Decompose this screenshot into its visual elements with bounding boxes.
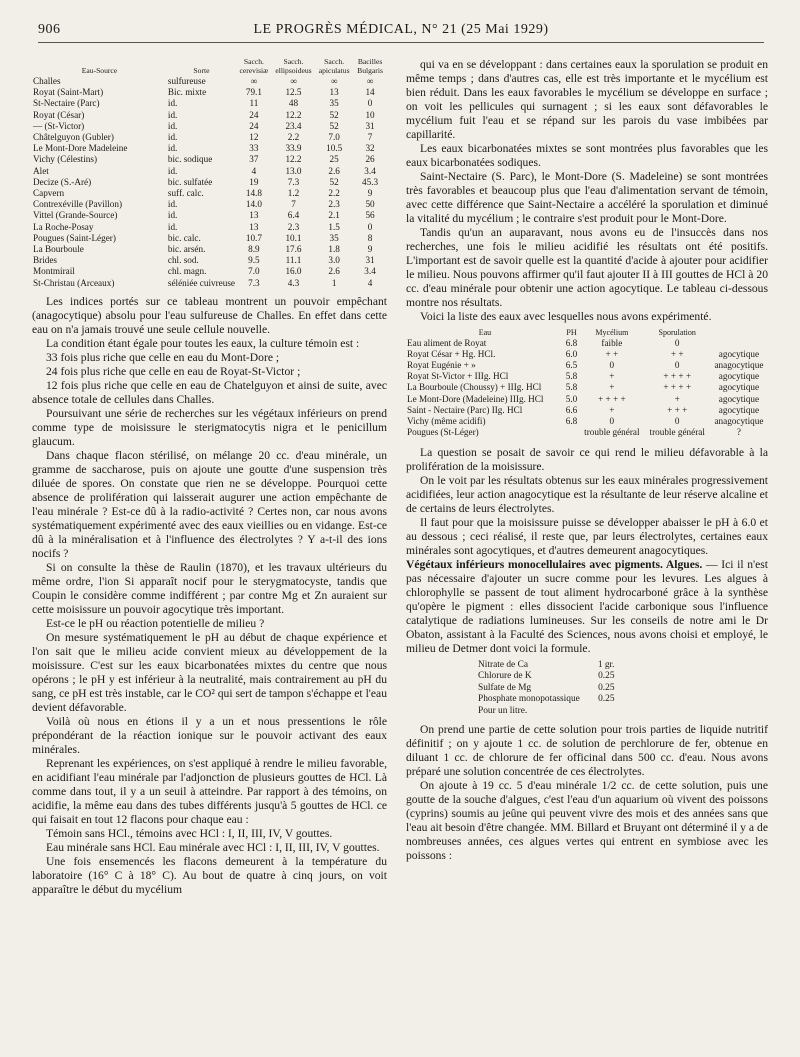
table-cell: id. — [167, 143, 178, 154]
table-row — [476, 671, 617, 683]
table-cell: — (St-Victor) — [33, 120, 85, 131]
table-cell: 10.5 — [326, 143, 343, 154]
table-cell: 2.6 — [328, 165, 340, 176]
table-header — [710, 327, 768, 338]
paragraph: La question se posait de savoir ce qui rend le milieu défavorable à la prolifération de la moisissure. — [406, 445, 768, 473]
table-cell: 7.3 — [248, 277, 260, 288]
page-number: 906 — [38, 22, 61, 37]
table-row — [32, 188, 387, 199]
table-row — [406, 349, 768, 360]
table-cell: 50 — [365, 199, 375, 210]
table-cell: 9 — [367, 188, 373, 199]
paragraph: Voilà où nous en étions il y a un et nous pressentions le rôle prépondérant de la réaction ionique sur le pouvoir activant des eaux minérales. — [32, 714, 387, 756]
table-cell: bic. arsén. — [167, 244, 206, 255]
paragraph: Eau minérale sans HCl. Eau minérale avec HCl : I, II, III, IV, V gouttes. — [46, 840, 380, 854]
table-cell: bic. calc. — [167, 232, 201, 243]
table-header: Bacilles Bulgaris — [357, 57, 383, 75]
table-row — [406, 360, 768, 371]
table-row — [32, 210, 387, 221]
table-cell: trouble général — [584, 426, 640, 437]
table-cell: 4.3 — [287, 277, 300, 288]
table-cell: anagocytique — [714, 415, 764, 426]
table-cell: Royat (Saint-Mart) — [33, 87, 104, 98]
table-cell: 8.9 — [248, 244, 260, 255]
table-cell: 11.1 — [285, 255, 302, 266]
table-cell: + — [609, 404, 615, 415]
table-cell: ∞ — [290, 76, 297, 86]
table-cell: 2.2 — [287, 132, 300, 143]
table-cell: 33 — [249, 143, 259, 154]
table-row — [32, 233, 387, 244]
table-cell: ? — [736, 426, 741, 437]
table-row — [32, 143, 387, 154]
table-cell: 7.0 — [328, 132, 340, 143]
table-cell: Royat César + Hg. HCl. — [407, 349, 496, 360]
paragraph: Poursuivant une série de recherches sur les végétaux inférieurs on prend comme type de moisissure le sterigmatocytis nigra et le penicillum glaucum. — [32, 406, 387, 448]
table-cell: Le Mont-Dore Madeleine — [33, 143, 128, 154]
table-cell: agocytique — [718, 404, 760, 415]
table-cell: La Roche-Posay — [33, 221, 94, 232]
table-cell: 25 — [329, 154, 339, 165]
table-cell: 6.8 — [565, 338, 578, 349]
table-row — [32, 266, 387, 277]
table-cell: St-Nectaire (Parc) — [33, 98, 100, 109]
table-cell: faible — [601, 338, 623, 349]
paragraph: 24 fois plus riche que celle en eau de Royat-St-Victor ; — [46, 364, 301, 378]
table-cell: bic. sulfatée — [167, 176, 213, 187]
table-row — [406, 338, 768, 349]
table-row — [32, 278, 387, 289]
table-cell: Chlorure de K — [478, 671, 532, 682]
table-cell: 14.8 — [245, 188, 262, 199]
table-header: Sacch. cerevisiæ — [239, 57, 269, 75]
table-cell: 0.25 — [598, 671, 615, 682]
table-cell: 16.0 — [285, 266, 302, 277]
yeast-growth-table — [32, 58, 387, 289]
table-cell: 52 — [329, 176, 339, 187]
table-cell — [564, 427, 579, 438]
table-cell: Vichy (Célestins) — [33, 154, 98, 165]
table-cell: Royat Eugénie + » — [407, 360, 476, 371]
table-cell: ∞ — [366, 76, 374, 86]
table-cell: 0 — [674, 415, 680, 426]
paragraph: 12 fois plus riche que celle en eau de Chatelguyon et ainsi de suite, avec absence totale de cellules dans Challes. — [32, 378, 387, 406]
table-cell: Pour un litre. — [478, 705, 528, 716]
table-header: Eau-Source — [81, 65, 118, 75]
table-row — [32, 76, 387, 87]
paragraph: Les indices portés sur ce tableau montrent un pouvoir empêchant (anagocytique) absolu pour l'eau sulfureuse de Challes. En effet dans cette eau on n'a jamais trouvé une seule cellule nouvelle. — [32, 294, 387, 336]
paragraph: Reprenant les expériences, on s'est appliqué à rendre le milieu favorable, en acidifiant l'eau minérale par l'adjonction de plusieurs gouttes de HCl. Là comme dans tout, il y a un seuil à atteindre. Par rapport à des témoins, on acidifie, la même eau dans des tubes différents jusqu'à 5 gouttes de HCl. ce qui faisait en tout 12 flacons pour chaque eau : — [32, 756, 387, 826]
table-cell: 5.8 — [565, 382, 578, 393]
paragraph: Est-ce le pH ou réaction potentielle de milieu ? — [46, 616, 265, 630]
table-cell: + + + — [667, 404, 688, 415]
table-cell: Vittel (Grande-Source) — [33, 210, 118, 221]
table-cell: Saint - Nectaire (Parc) IIg. HCl — [407, 404, 523, 415]
paragraph: Les eaux bicarbonatées mixtes se sont montrées plus favorables que les eaux bicarbonatées sodiques. — [406, 142, 768, 169]
table-cell: 56 — [365, 210, 375, 221]
table-cell: 7.3 — [287, 176, 300, 187]
table-cell: id. — [167, 132, 178, 143]
right-column — [406, 58, 768, 863]
paragraph: qui va en se développant : dans certaines eaux la sporulation se produit en même temps ; dans d'autres cas, elle est très importante et le mycélium est bien réduit. Dans les eaux favorables le mycélium se développe en surface ; on voit les pellicules qui surnagent ; si les eaux sont défavorables le mycélium fuit l'eau et se répand sur les parois du vase imbibées par capillarité. — [406, 58, 768, 141]
mold-results-table — [406, 327, 768, 438]
paragraph: Une fois ensemencés les flacons demeurent à la température du laboratoire (16° C à 18° C). Au bout de quatre à cinq jours, on voit apparaître le début du mycélium — [32, 854, 387, 896]
table-cell: 4 — [367, 277, 373, 288]
paragraph: Il faut pour que la moisissure puisse se développer abaisser le pH à 6.0 et au dessous ; ceci réalisé, il reste que, par leurs électrolytes, certaines eaux minérales sont agocytiques, et d'autres demeurent anagocytiques. — [406, 515, 768, 557]
table-row — [476, 683, 617, 695]
table-cell: 32 — [365, 143, 375, 154]
table-cell: 5.0 — [565, 393, 578, 404]
paragraph: La condition étant égale pour toutes les eaux, la culture témoin est : — [46, 336, 360, 350]
table-row — [32, 87, 387, 98]
table-cell: 7 — [291, 199, 296, 210]
table-row — [476, 694, 617, 706]
table-cell: St-Christau (Arceaux) — [33, 277, 115, 288]
table-cell: Decize (S.-Aré) — [33, 176, 92, 187]
paragraph: On ajoute à 19 cc. 5 d'eau minérale 1/2 cc. de cette solution, puis une goutte de la souche d'algues, c'est l'eau d'un aquarium où vivent des poissons (cyprins) soumis au jeûne qui peuvent vivre des mois et des années sans que l'eau ait besoin d'être changée. MM. Billard et Bruyant ont déterminé il y a de nombreuses années, ces algues vertes qui entrent en symbiose avec les poissons : — [406, 779, 768, 863]
table-cell: séléniée cuivreuse — [167, 277, 235, 288]
table-cell: 1.5 — [328, 221, 340, 232]
header-rule — [38, 42, 764, 43]
table-cell: id. — [167, 165, 178, 176]
right-column-text-b — [406, 446, 768, 558]
table-cell: id. — [167, 221, 178, 232]
table-cell: 52 — [329, 120, 339, 131]
paragraph: Voici la liste des eaux avec lesquelles nous avons expérimenté. — [420, 310, 712, 323]
table-row — [406, 371, 768, 382]
table-header: Sacch. ellipsoideus — [275, 57, 312, 75]
table-cell: chl. sod. — [167, 255, 199, 266]
table-row — [32, 154, 387, 165]
table-cell: Châtelguyon (Gubler) — [33, 132, 114, 143]
table-cell: 10.7 — [245, 232, 262, 243]
right-column-text-a — [406, 58, 768, 324]
table-cell: chl. magn. — [167, 266, 207, 277]
table-header: Sorte — [193, 65, 210, 75]
table-cell: 0.25 — [598, 694, 615, 705]
table-cell: 26 — [365, 154, 375, 165]
table-cell: Vichy (même acidifi) — [407, 415, 486, 426]
table-header: Sporulation — [658, 328, 696, 337]
table-cell: Le Mont-Dore (Madeleine) IIIg. HCl — [407, 393, 544, 404]
table-cell: Royat St-Victor + IIIg. HCl — [407, 371, 509, 382]
table-cell: 24 — [249, 109, 259, 120]
table-cell: id. — [167, 120, 178, 131]
table-cell: 9 — [367, 244, 373, 255]
detmer-formula-table — [476, 660, 617, 718]
table-cell: Pougues (St-Léger) — [407, 426, 479, 437]
table-cell: + + + + — [598, 393, 626, 404]
table-row — [32, 98, 387, 109]
table-cell: 9.5 — [248, 255, 260, 266]
table-cell: 7 — [367, 132, 373, 143]
table-cell: 6.4 — [287, 210, 300, 221]
algae-section — [406, 558, 768, 656]
right-column-text-c — [406, 723, 768, 863]
table-cell: agocytique — [718, 382, 760, 393]
table-cell: Brides — [33, 255, 57, 266]
table-cell: 5.8 — [565, 371, 578, 382]
table-cell: Nitrate de Ca — [478, 659, 528, 670]
table-cell: Eau aliment de Royat — [407, 338, 487, 349]
table-row — [32, 132, 387, 143]
table-cell: id. — [167, 98, 178, 109]
paragraph: Saint-Nectaire (S. Parc), le Mont-Dore (S. Madeleine) se sont montrées très favorables et beaucoup plus que l'eau d'alimentation servant de témoin, avec cette différence que Saint-Nectaire a accéléré la sporulation et diminué la vitalité du mycélium ; le contraire s'est produit pour le Mont-Dore. — [406, 170, 768, 225]
table-cell: Capvern — [33, 188, 65, 199]
left-column — [32, 58, 387, 897]
table-cell: 13.0 — [285, 165, 302, 176]
table-cell: Challes — [33, 76, 61, 86]
table-cell: 37 — [249, 154, 259, 165]
paragraph: On mesure systématiquement le pH au début de chaque expérience et l'on sait que le milieu acide convient mieux au développement de la moisissure. C'est sur les eaux bicarbonatées mixtes du centre que nous opérons ; le pH y est inférieur à la neutralité, mais contrairement au pH du sang, ce pH est très instable, car le CO² qui sert de tampon s'échappe et l'eau devient défavorable. — [32, 630, 387, 714]
table-cell: 3.4 — [364, 165, 376, 176]
table-cell — [582, 706, 617, 718]
table-header: PH — [566, 328, 577, 337]
table-cell: 6.8 — [565, 415, 578, 426]
table-cell: 19 — [249, 176, 259, 187]
table-row — [406, 416, 768, 427]
table-cell: 17.6 — [285, 244, 302, 255]
table-cell: Bic. mixte — [167, 87, 207, 98]
table-cell: 7.0 — [248, 266, 260, 277]
table-cell: 13 — [249, 210, 259, 221]
section-heading: Végétaux inférieurs monocellulaires avec pigments. Algues. — [406, 557, 703, 571]
table-cell: 33.9 — [285, 143, 302, 154]
table-cell: Alet — [33, 165, 49, 176]
paragraph: On prend une partie de cette solution pour trois parties de liquide nutritif définitif ; on y ajoute 1 cc. de solution de perchlorure de fer, obtenue en diluant 1 cc. de chlorure de fer officinal dans 500 cc. d'eau. Nous avons préparé une solution concentrée de ces électrolytes. — [406, 723, 768, 779]
table-cell: 13 — [249, 221, 259, 232]
table-cell: 12.5 — [285, 87, 302, 98]
table-cell: 24 — [249, 120, 259, 131]
table-cell — [710, 338, 768, 349]
table-cell: 31 — [365, 120, 375, 131]
table-row — [32, 110, 387, 121]
section-text: — Ici il n'est pas nécessaire d'ajouter un sucre comme pour les levures. Les algues à chlorophylle se passent de tout aliment hydrocarboné grâce à la synthèse qu'opère le pigment : elles dissocient l'acide carbonique sous l'influence catalytique de radiations lumineuses. Sur les conseils de notre ami le Dr Obaton, assistant à la Faculté des Sciences, nous avons choisi et employé, le milieu de Detmer dont voici la formule. — [406, 557, 768, 655]
table-header: Mycélium — [595, 328, 629, 337]
table-cell: suff. calc. — [167, 188, 204, 199]
table-row — [476, 706, 617, 718]
table-cell: 6.0 — [565, 349, 578, 360]
table-cell: 35 — [329, 98, 339, 109]
table-cell: bic. sodique — [167, 154, 213, 165]
table-cell: 2.3 — [287, 221, 300, 232]
paragraph: Si on consulte la thèse de Raulin (1870), et les travaux ultérieurs du même ordre, l'ion Si apparaît nocif pour le sterygmatocyste, tandis que Coupin le considère comme indifférent ; par contre Mg et Zn auraient sur cette moisissure un pouvoir agocytique très important. — [32, 560, 387, 616]
table-cell: ∞ — [250, 76, 258, 86]
journal-title: LE PROGRÈS MÉDICAL, N° 21 (25 Mai 1929) — [253, 22, 549, 37]
table-cell: 79.1 — [245, 87, 262, 98]
table-cell: 52 — [329, 109, 339, 120]
table-row — [32, 121, 387, 132]
table-row — [476, 660, 617, 672]
table-cell: Montmirail — [33, 266, 75, 277]
table-cell: id. — [167, 210, 178, 221]
paragraph: 33 fois plus riche que celle en eau du Mont-Dore ; — [46, 350, 280, 364]
table-cell: anagocytique — [714, 360, 764, 371]
table-cell: sulfureuse — [167, 76, 206, 86]
table-cell: La Bourboule — [33, 244, 84, 255]
table-row — [406, 427, 768, 438]
table-cell: + + — [670, 349, 684, 360]
table-cell: 48 — [288, 98, 299, 109]
table-cell: + — [609, 371, 615, 382]
page-header — [38, 22, 764, 42]
table-cell: 0 — [367, 221, 373, 232]
table-cell: Royat (César) — [33, 109, 85, 120]
table-cell: 13 — [329, 87, 339, 98]
table-cell: 14 — [365, 87, 375, 98]
table-header: Eau — [478, 328, 492, 337]
table-row — [32, 222, 387, 233]
table-cell: 4 — [251, 165, 257, 176]
table-cell: id. — [167, 199, 178, 210]
table-cell: 1 gr. — [597, 659, 615, 670]
table-cell: 2.3 — [328, 199, 340, 210]
table-cell: 2.1 — [328, 210, 340, 221]
paragraph: Dans chaque flacon stérilisé, on mélange 20 cc. d'eau minérale, un gramme de saccharose, puis on ajoute une goutte d'une suspension très diluée de spores. On constate que rien ne se développe. Pourquoi cette absence de prolifération qui laisserait augurer une action empêchante de l'eau minérale ? Est-ce dû à la radio-activité ? Certes non, car nous avons systématiquement expérimenté avec des eaux vieillies ou en vidange. Est-ce dû à la minéralisation et à l'influence des électrolytes ? Y a-t-il des ions nocifs ? — [32, 448, 387, 560]
table-cell: + — [609, 382, 615, 393]
table-cell: 0.25 — [598, 682, 615, 693]
table-cell: 23.4 — [285, 120, 302, 131]
table-cell: 0 — [609, 360, 615, 371]
table-cell: 11 — [249, 98, 259, 109]
left-column-text — [32, 295, 387, 897]
table-cell: 2.2 — [328, 188, 340, 199]
table-row — [406, 382, 768, 393]
table-cell: + + + + — [663, 371, 692, 382]
table-cell: 2.6 — [328, 266, 340, 277]
table-header: Sacch. apiculatus — [318, 57, 350, 75]
table-cell: 6.6 — [565, 404, 578, 415]
table-cell: id. — [167, 109, 178, 120]
table-cell: 3.0 — [328, 255, 340, 266]
table-cell: 10.1 — [285, 232, 302, 243]
table-cell: trouble général — [649, 426, 705, 437]
table-cell: 10 — [365, 109, 375, 120]
table-cell: 12.2 — [285, 154, 302, 165]
table-row — [406, 394, 768, 405]
table-cell: 31 — [365, 255, 375, 266]
table-cell: Phosphate monopotassique — [478, 694, 580, 705]
table-row — [406, 405, 768, 416]
table-cell: 0 — [674, 338, 680, 349]
table-cell: 0 — [674, 360, 680, 371]
table-cell: La Bourboule (Choussy) + IIIg. HCl — [407, 382, 542, 393]
table-cell: 35 — [329, 232, 339, 243]
table-cell: Pougues (Saint-Léger) — [33, 232, 116, 243]
table-cell: Contrexéville (Pavillon) — [33, 199, 123, 210]
table-row — [32, 255, 387, 266]
table-cell: 8 — [367, 232, 373, 243]
table-row — [32, 166, 387, 177]
table-cell: agocytique — [718, 371, 760, 382]
table-cell: Sulfate de Mg — [478, 682, 532, 693]
table-cell: 45.3 — [362, 176, 379, 187]
table-cell: 14.0 — [245, 199, 262, 210]
paragraph: Témoin sans HCl., témoins avec HCl : I, II, III, IV, V gouttes. — [46, 826, 333, 840]
table-cell: + + + + — [663, 382, 692, 393]
table-cell: 3.4 — [364, 266, 376, 277]
table-cell: 0 — [367, 98, 373, 109]
table-cell: 12.2 — [285, 109, 302, 120]
paragraph: Tandis qu'un an auparavant, nous avons eu de l'insuccès dans nos recherches, une fois le milieu acidifié les résultats ont été positifs. L'important est de savoir quelle est la quantité d'acide à ajouter pour acidifier le milieu. Nous pouvons affirmer qu'il faut ajouter II à III gouttes de HCl à 20 cc. d'eau minérale pour obtenir une action agocytique. Le tableau ci-dessous montre nos résultats. — [406, 226, 768, 309]
table-row — [32, 199, 387, 210]
table-row — [32, 177, 387, 188]
table-cell: agocytique — [718, 349, 760, 360]
table-cell: 1.8 — [328, 244, 340, 255]
table-cell: 6.5 — [565, 360, 578, 371]
table-cell: agocytique — [718, 393, 760, 404]
table-cell: 0 — [609, 415, 615, 426]
table-row — [32, 244, 387, 255]
paragraph: On le voit par les résultats obtenus sur les eaux minérales progressivement acidifiées, leur action anagocytique est la résultante de leur réserve alcaline et de certains de leurs électrolytes. — [406, 473, 768, 515]
table-cell: 1.2 — [287, 188, 300, 199]
table-cell: 12 — [249, 132, 259, 143]
table-cell: ∞ — [330, 76, 338, 86]
table-cell: + — [674, 393, 680, 404]
table-cell: 1 — [331, 277, 337, 288]
table-cell: + + — [605, 349, 619, 360]
